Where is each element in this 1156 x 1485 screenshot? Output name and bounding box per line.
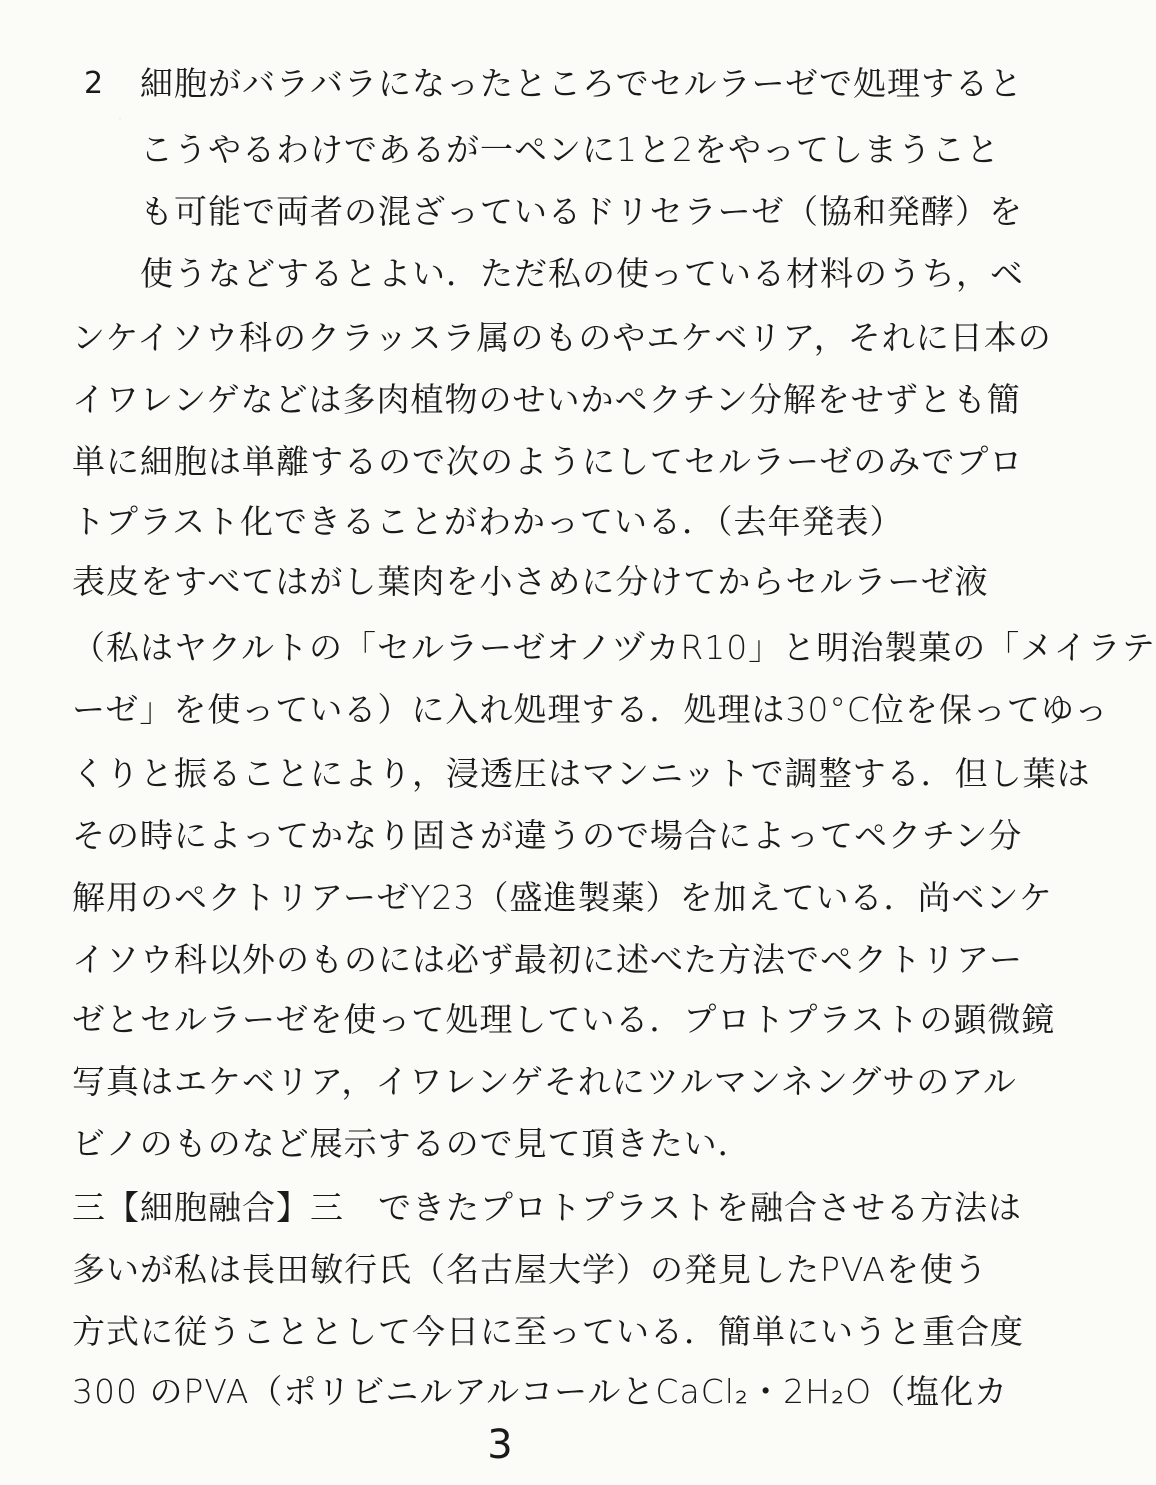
text-line: イワレンゲなどは多肉植物のせいかペクチン分解をせずとも簡: [72, 380, 1021, 419]
text-line: トプラスト化できることがわかっている．（去年発表）: [72, 502, 904, 541]
text-line: 細胞がバラバラになったところでセルラーゼで処理すると: [140, 64, 1024, 103]
text-line: ーゼ」を使っている）に入れ処理する．処理は30°C位を保ってゆっ: [72, 690, 1109, 729]
page-number: 3: [487, 1422, 513, 1468]
text-line: 解用のペクトリアーゼY23（盛進製薬）を加えている．尚ベンケ: [72, 878, 1053, 917]
text-line: 単に細胞は単離するので次のようにしてセルラーゼのみでプロ: [72, 442, 1024, 481]
text-line: こうやるわけであるが一ペンに1と2をやってしまうこと: [140, 130, 1000, 169]
text-line: その時によってかなり固さが違うので場合によってペクチン分: [72, 816, 1023, 855]
text-line: ゼとセルラーゼを使って処理している．プロトプラストの顕微鏡: [72, 1000, 1056, 1039]
text-line: ビノのものなど展示するので見て頂きたい．: [72, 1124, 752, 1163]
text-line: 方式に従うこととして今日に至っている．簡単にいうと重合度: [72, 1312, 1024, 1351]
text-line: 表皮をすべてはがし葉肉を小さめに分けてからセルラーゼ液: [72, 562, 989, 601]
text-line: も可能で両者の混ざっているドリセラーゼ（協和発酵）を: [140, 192, 1024, 231]
text-line: 写真はエケベリア，イワレンゲそれにツルマンネングサのアル: [72, 1062, 1017, 1101]
text-line: （私はヤクルトの「セルラーゼオノヅカR10」と明治製菓の「メイラテ: [72, 628, 1156, 667]
text-line: くりと振ることにより，浸透圧はマンニットで調整する．但し葉は: [72, 754, 1091, 793]
text-line: 三【細胞融合】三 できたプロトプラストを融合させる方法は: [72, 1188, 1023, 1227]
section-number: 2: [84, 66, 104, 101]
text-line: 多いが私は長田敏行氏（名古屋大学）の発見したPVAを使う: [72, 1250, 988, 1289]
text-line: イソウ科以外のものには必ず最初に述べた方法でペクトリアー: [72, 940, 1024, 979]
text-line: 使うなどするとよい．ただ私の使っている材料のうち，ベ: [140, 254, 1024, 293]
text-line: 300 のPVA（ポリビニルアルコールとCaCl₂・2H₂O（塩化カ: [72, 1372, 1009, 1411]
text-line: ンケイソウ科のクラッスラ属のものやエケベリア，それに日本の: [72, 318, 1052, 357]
